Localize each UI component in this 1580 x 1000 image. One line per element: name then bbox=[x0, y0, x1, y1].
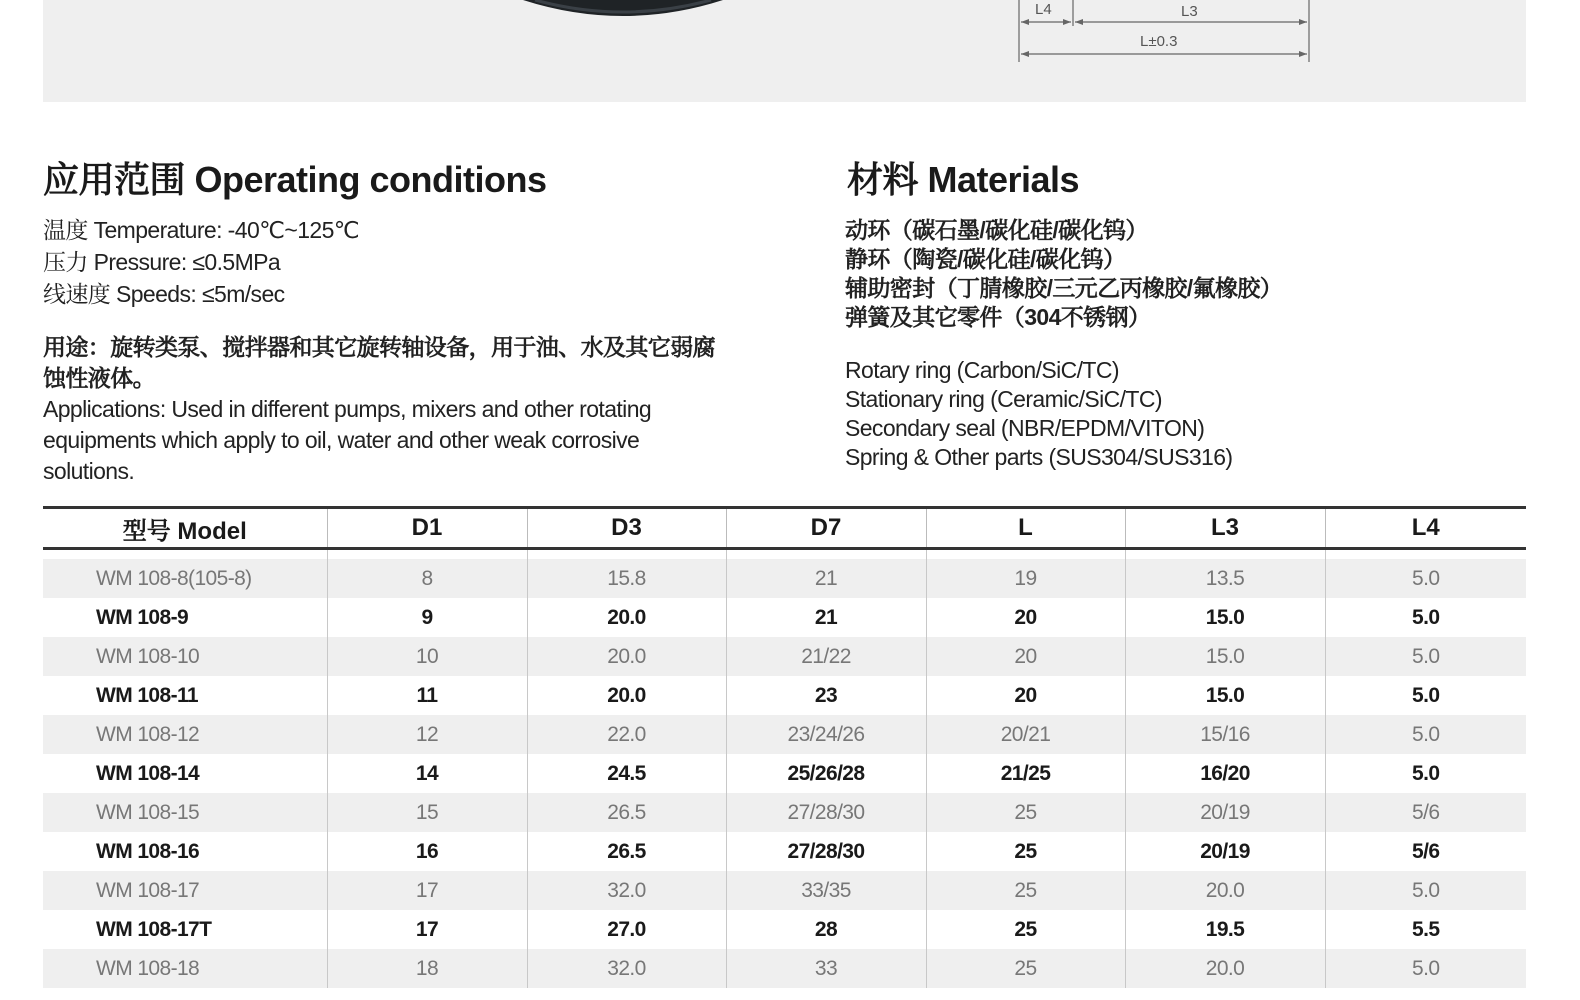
cell-d1: 14 bbox=[327, 754, 527, 793]
material-en-line: Stationary ring (Ceramic/SiC/TC) bbox=[845, 386, 1162, 412]
cell-l3: 20.0 bbox=[1125, 871, 1325, 910]
table-body bbox=[43, 549, 1526, 989]
cell-l: 25 bbox=[926, 910, 1125, 949]
table-row bbox=[43, 949, 1526, 988]
cell-d7: 21 bbox=[726, 598, 926, 637]
cell-d3: 26.5 bbox=[527, 793, 726, 832]
cell-model: WM 108-14 bbox=[43, 754, 327, 793]
cell-l: 21/25 bbox=[926, 754, 1125, 793]
cell-d1: 10 bbox=[327, 637, 527, 676]
cell-l4: 5.0 bbox=[1325, 559, 1526, 598]
cell-l: 25 bbox=[926, 832, 1125, 871]
pressure-spec: 压力 Pressure: ≤0.5MPa bbox=[43, 249, 281, 275]
column-header-d1: D1 bbox=[327, 508, 527, 549]
table-row bbox=[43, 910, 1526, 949]
cell-l: 25 bbox=[926, 949, 1125, 988]
column-header-l: L bbox=[926, 508, 1125, 549]
cell-l4: 5.0 bbox=[1325, 754, 1526, 793]
cell-l: 20 bbox=[926, 676, 1125, 715]
material-en-line: Rotary ring (Carbon/SiC/TC) bbox=[845, 357, 1119, 383]
cell-l3: 15.0 bbox=[1125, 676, 1325, 715]
table-row bbox=[43, 793, 1526, 832]
table-row bbox=[43, 559, 1526, 598]
cell-l3: 15.0 bbox=[1125, 637, 1325, 676]
dimension-label-l4: L4 bbox=[1035, 1, 1052, 18]
dimension-label-l3: L3 bbox=[1181, 3, 1198, 20]
cell-d1: 16 bbox=[327, 832, 527, 871]
cell-model: WM 108-17T bbox=[43, 910, 327, 949]
column-header-l3: L3 bbox=[1125, 508, 1325, 549]
speed-spec: 线速度 Speeds: ≤5m/sec bbox=[43, 281, 285, 307]
materials-title: 材料 Materials bbox=[847, 159, 1080, 200]
cell-d7: 27/28/30 bbox=[726, 832, 926, 871]
cell-l4: 5.0 bbox=[1325, 598, 1526, 637]
cell-d3: 20.0 bbox=[527, 598, 726, 637]
table-row bbox=[43, 832, 1526, 871]
cell-d3: 32.0 bbox=[527, 871, 726, 910]
column-header-d7: D7 bbox=[726, 508, 926, 549]
cell-l4: 5.0 bbox=[1325, 949, 1526, 988]
material-cn-line: 动环（碳石墨/碳化硅/碳化钨） bbox=[845, 217, 1148, 243]
cell-l3: 20/19 bbox=[1125, 832, 1325, 871]
cell-d1: 15 bbox=[327, 793, 527, 832]
table-row bbox=[43, 676, 1526, 715]
cell-d7: 33 bbox=[726, 949, 926, 988]
cell-l: 19 bbox=[926, 559, 1125, 598]
cell-l3: 20/19 bbox=[1125, 793, 1325, 832]
material-en-line: Secondary seal (NBR/EPDM/VITON) bbox=[845, 415, 1205, 441]
cell-d1: 9 bbox=[327, 598, 527, 637]
cell-model: WM 108-12 bbox=[43, 715, 327, 754]
cell-d7: 21/22 bbox=[726, 637, 926, 676]
cell-l4: 5.0 bbox=[1325, 871, 1526, 910]
cell-d1: 8 bbox=[327, 559, 527, 598]
table-row bbox=[43, 637, 1526, 676]
cell-l4: 5.0 bbox=[1325, 715, 1526, 754]
cell-d3: 24.5 bbox=[527, 754, 726, 793]
cell-d1: 12 bbox=[327, 715, 527, 754]
cell-model: WM 108-11 bbox=[43, 676, 327, 715]
cell-l: 25 bbox=[926, 793, 1125, 832]
table-row bbox=[43, 754, 1526, 793]
seal-drawing bbox=[43, 0, 1526, 102]
table-row bbox=[43, 715, 1526, 754]
cell-d3: 20.0 bbox=[527, 637, 726, 676]
product-drawing-area bbox=[43, 0, 1526, 102]
column-header-l4: L4 bbox=[1325, 508, 1526, 549]
cell-l3: 15/16 bbox=[1125, 715, 1325, 754]
cell-l4: 5.0 bbox=[1325, 676, 1526, 715]
table-header-row bbox=[43, 508, 1526, 549]
cell-d3: 26.5 bbox=[527, 832, 726, 871]
cell-d7: 28 bbox=[726, 910, 926, 949]
cell-l3: 20.0 bbox=[1125, 949, 1325, 988]
table-row bbox=[43, 871, 1526, 910]
operating-conditions-title: 应用范围 Operating conditions bbox=[43, 159, 547, 200]
cell-d7: 23/24/26 bbox=[726, 715, 926, 754]
cell-l4: 5/6 bbox=[1325, 832, 1526, 871]
material-cn-line: 静环（陶瓷/碳化硅/碳化钨） bbox=[845, 246, 1126, 272]
cell-model: WM 108-8(105-8) bbox=[43, 559, 327, 598]
cell-l: 25 bbox=[926, 871, 1125, 910]
cell-d7: 25/26/28 bbox=[726, 754, 926, 793]
cell-model: WM 108-10 bbox=[43, 637, 327, 676]
material-cn-line: 弹簧及其它零件（304不锈钢） bbox=[845, 304, 1151, 330]
cell-d7: 23 bbox=[726, 676, 926, 715]
cell-l3: 15.0 bbox=[1125, 598, 1325, 637]
cell-l3: 13.5 bbox=[1125, 559, 1325, 598]
seal-image-bottom bbox=[523, 0, 723, 16]
cell-model: WM 108-15 bbox=[43, 793, 327, 832]
dimension-lines bbox=[1019, 0, 1309, 62]
cell-d7: 33/35 bbox=[726, 871, 926, 910]
cell-d3: 32.0 bbox=[527, 949, 726, 988]
cell-l: 20 bbox=[926, 598, 1125, 637]
cell-d3: 15.8 bbox=[527, 559, 726, 598]
cell-l4: 5.5 bbox=[1325, 910, 1526, 949]
cell-d1: 11 bbox=[327, 676, 527, 715]
cell-d7: 21 bbox=[726, 559, 926, 598]
cell-l: 20/21 bbox=[926, 715, 1125, 754]
cell-d1: 18 bbox=[327, 949, 527, 988]
cell-d3: 27.0 bbox=[527, 910, 726, 949]
cell-d1: 17 bbox=[327, 910, 527, 949]
column-header-model: 型号 Model bbox=[43, 508, 327, 549]
temperature-spec: 温度 Temperature: -40℃~125℃ bbox=[43, 217, 359, 243]
usage-english: Applications: Used in different pumps, mixers and other rotating equipments which apply to oil, water and other weak corrosive solutions. bbox=[43, 396, 652, 484]
table-row bbox=[43, 598, 1526, 637]
cell-model: WM 108-9 bbox=[43, 598, 327, 637]
dimension-label-l: L±0.3 bbox=[1140, 33, 1178, 50]
cell-model: WM 108-16 bbox=[43, 832, 327, 871]
cell-l4: 5/6 bbox=[1325, 793, 1526, 832]
cell-d3: 20.0 bbox=[527, 676, 726, 715]
cell-d7: 27/28/30 bbox=[726, 793, 926, 832]
cell-l: 20 bbox=[926, 637, 1125, 676]
cell-l3: 19.5 bbox=[1125, 910, 1325, 949]
cell-model: WM 108-18 bbox=[43, 949, 327, 988]
cell-model: WM 108-17 bbox=[43, 871, 327, 910]
column-header-d3: D3 bbox=[527, 508, 726, 549]
material-cn-line: 辅助密封（丁腈橡胶/三元乙丙橡胶/氟橡胶） bbox=[845, 275, 1283, 301]
material-en-line: Spring & Other parts (SUS304/SUS316) bbox=[845, 444, 1233, 470]
dimensions-table bbox=[43, 506, 1526, 988]
cell-d3: 22.0 bbox=[527, 715, 726, 754]
cell-d1: 17 bbox=[327, 871, 527, 910]
cell-l4: 5.0 bbox=[1325, 637, 1526, 676]
usage-chinese: 用途：旋转类泵、搅拌器和其它旋转轴设备，用于油、水及其它弱腐蚀性液体。 bbox=[43, 334, 716, 391]
cell-l3: 16/20 bbox=[1125, 754, 1325, 793]
